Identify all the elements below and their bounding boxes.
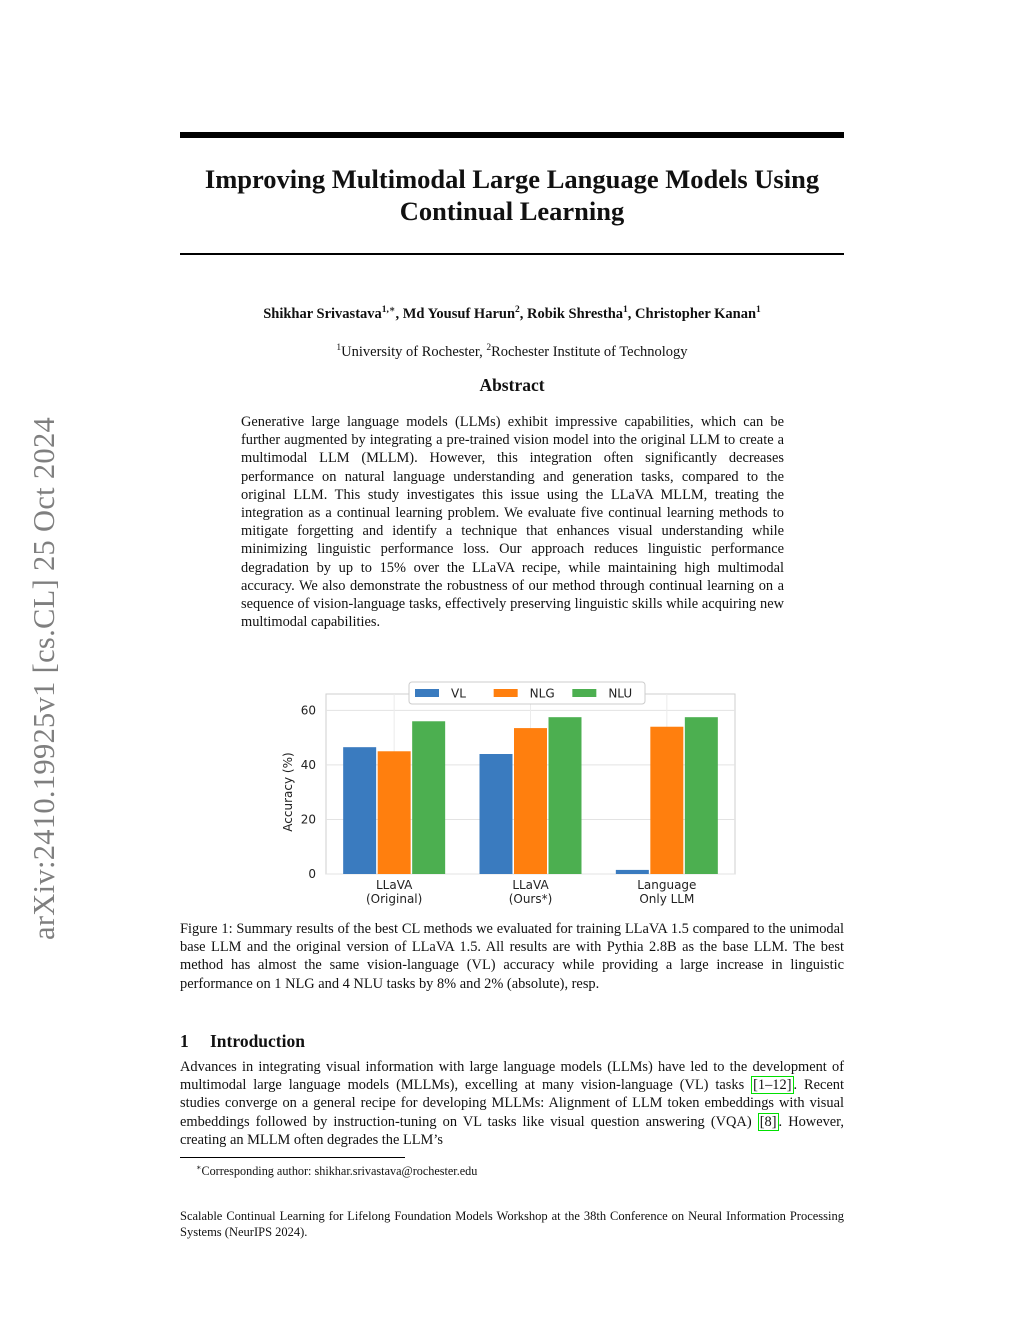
author-name: Md Yousuf Harun — [402, 305, 516, 322]
abstract-text: Generative large language models (LLMs) exhibit impressive capabilities, which can be further augmented by integrating a pre-trained vision model into the original LLM to create a multimodal LLM (MLLM). However, this integration often significantly decreases performance on natural language understanding and generation tasks, compared to the original LLM. This study investigates this issue using the LLaVA MLLM, treating the integration as a continual learning problem. We evaluate five continual learning methods to mitigate forgetting and identify a technique that enhances visual understanding while minimizing linguistic performance loss. Our approach reduces linguistic performance degradation by up to 15% over the LLaVA recipe, while maintaining high multimodal accuracy. We also demonstrate the robustness of our method through continual learning on a sequence of vision-language tasks, effectively preserving linguistic skills while acquiring new multimodal capabilities. — [241, 414, 784, 631]
y-tick-label: 40 — [300, 757, 316, 772]
chart-svg — [278, 680, 748, 915]
intro-text-part: Advances in integrating visual information with large language models (LLMs) have led to the development of multimodal large language models (MLLMs), excelling at many vision-language (VL) tasks — [180, 1059, 844, 1094]
intro-text-part: . However, creating an MLLM often degrades the LLM’s — [180, 1113, 844, 1148]
legend-label: VL — [451, 686, 466, 701]
legend-label: NLU — [608, 686, 633, 701]
x-tick-label: LLaVA — [512, 878, 549, 892]
footnote — [196, 1160, 836, 1179]
bar-vl — [480, 754, 513, 874]
y-tick-label: 20 — [300, 812, 316, 827]
bar-vl — [616, 870, 649, 874]
legend-label: NLG — [529, 686, 555, 701]
title-top-rule — [180, 132, 844, 138]
introduction-text — [180, 1058, 844, 1149]
bar-nlg — [514, 728, 547, 874]
author-affiliation-mark: 1 — [623, 305, 628, 315]
x-tick-label: Only LLM — [639, 892, 695, 906]
section-number: 1 — [180, 1031, 189, 1051]
legend-swatch-nlu — [572, 689, 596, 697]
section-heading — [180, 1029, 844, 1053]
title-bottom-rule — [180, 253, 844, 255]
author-affiliation-mark: 1 — [756, 305, 761, 315]
paper-title — [180, 163, 844, 227]
affiliation-name: Rochester Institute of Technology — [491, 343, 688, 360]
affiliation-name: University of Rochester — [341, 343, 480, 360]
y-tick-label: 60 — [300, 703, 316, 718]
bar-nlg — [378, 751, 411, 874]
intro-text-part: . Recent studies converge on a general recipe for developing MLLMs: Alignment of LLM token embeddings with visual embeddings followed by instruction-tuning on VL tasks like visual question answering (VQA) — [180, 1077, 844, 1130]
citation-link[interactable]: [1–12] — [753, 1077, 792, 1094]
bar-nlu — [549, 717, 582, 874]
x-tick-label: (Ours*) — [508, 892, 553, 906]
x-tick-label: Language — [637, 878, 697, 892]
legend-swatch-nlg — [494, 689, 518, 697]
x-tick-label: LLaVA — [375, 878, 413, 892]
arxiv-identifier: arXiv:2410.19925v1 [cs.CL] 25 Oct 2024 — [27, 416, 61, 940]
title-line-2: Continual Learning — [399, 196, 625, 226]
footnote-rule — [180, 1157, 405, 1158]
footnote-mark: ∗ — [196, 1163, 202, 1172]
bar-nlu — [412, 721, 445, 874]
author-name: Christopher Kanan — [635, 305, 757, 322]
venue-note: Scalable Continual Learning for Lifelong Foundation Models Workshop at the 38th Conference on Neural Information Processing Systems (NeurIPS 2024). — [180, 1209, 844, 1239]
bar-nlu — [685, 717, 718, 874]
citation-link[interactable]: [8] — [759, 1113, 777, 1130]
author-affiliation-mark: 2 — [515, 305, 520, 315]
legend-swatch-vl — [415, 689, 439, 697]
title-line-1: Improving Multimodal Large Language Models Using — [204, 164, 820, 194]
affiliation-mark: 1 — [336, 343, 342, 353]
affiliation-mark: 2 — [486, 343, 492, 353]
y-axis-label: Accuracy (%) — [281, 752, 295, 832]
y-tick-label: 0 — [308, 867, 316, 881]
abstract-heading: Abstract — [479, 375, 545, 395]
x-tick-label: (Original) — [366, 892, 423, 906]
author-name: Robik Shrestha — [527, 305, 624, 322]
author-name: Shikhar Srivastava — [263, 305, 382, 322]
bar-vl — [343, 747, 376, 874]
figure-1-bar-chart — [278, 680, 748, 915]
author-list: Shikhar Srivastava$^{1,∗}$, Md Yousuf Harun$^2$, Robik Shrestha$^1$, Christopher Kanan$^1$ — [263, 305, 761, 322]
author-affiliation-mark: 1,∗ — [381, 305, 396, 315]
bar-nlg — [650, 727, 683, 874]
affiliations: $^1$University of Rochester, $^2$Rochester Institute of Technology — [336, 343, 688, 360]
figure-caption: Figure 1: Summary results of the best CL methods we evaluated for training LLaVA 1.5 compared to the unimodal base LLM and the original version of LLaVA 1.5. All results are with Pythia 2.8B as the base LLM. The best method has almost the same vision-language (VL) accuracy while providing a large increase in linguistic performance on 1 NLG and 4 NLU tasks by 8% and 2% (absolute), resp. — [180, 921, 844, 992]
section-title: Introduction — [210, 1031, 305, 1051]
footnote-text: Corresponding author: shikhar.srivastava@rochester.edu — [201, 1164, 478, 1179]
